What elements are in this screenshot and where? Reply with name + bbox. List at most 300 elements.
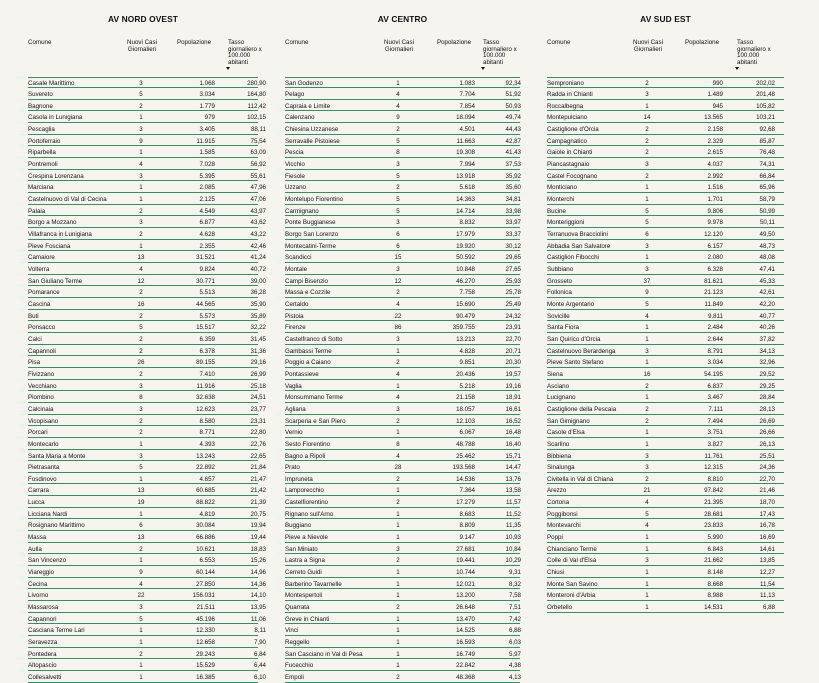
cell-popolazione: 21.662: [704, 557, 723, 565]
cell-comune: Siena: [547, 370, 563, 378]
cell-popolazione: 2.158: [707, 126, 723, 134]
cell-nuovi-casi: 4: [396, 394, 400, 402]
cell-popolazione: 23.833: [704, 522, 723, 530]
table-row: [547, 123, 784, 135]
cell-comune: Terranuova Bracciolini: [547, 231, 608, 239]
cell-nuovi-casi: 21: [643, 487, 651, 495]
cell-nuovi-casi: 2: [645, 79, 649, 87]
table-row: [285, 426, 520, 438]
cell-tasso: 103,21: [756, 114, 775, 122]
cell-nuovi-casi: 2: [139, 347, 143, 355]
cell-tasso: 16,69: [759, 534, 775, 542]
cell-comune: Empoli: [285, 673, 304, 681]
cell-nuovi-casi: 4: [396, 452, 400, 460]
cell-comune: San Vincenzo: [28, 557, 67, 565]
cell-tasso: 49,50: [759, 231, 775, 239]
cell-tasso: 56,92: [250, 161, 266, 169]
cell-comune: Montelupo Fiorentino: [285, 196, 344, 204]
cell-comune: Certaldo: [285, 300, 309, 308]
cell-tasso: 26,69: [759, 417, 775, 425]
cell-nuovi-casi: 3: [645, 557, 649, 565]
cell-popolazione: 12.021: [456, 580, 475, 588]
cell-nuovi-casi: 3: [645, 242, 649, 250]
cell-nuovi-casi: 3: [139, 79, 143, 87]
cell-tasso: 13,76: [505, 475, 521, 483]
cell-nuovi-casi: 2: [645, 405, 649, 413]
cell-popolazione: 9.978: [707, 219, 723, 227]
table-row: [547, 484, 784, 496]
cell-nuovi-casi: 1: [645, 580, 649, 588]
cell-popolazione: 1.701: [707, 196, 723, 204]
table-row: [547, 589, 784, 601]
sort-arrow-icon[interactable]: [735, 67, 739, 70]
table-row: [28, 648, 266, 660]
cell-comune: Campagnatico: [547, 137, 587, 145]
table-row: [28, 415, 266, 427]
cell-comune: Pescia: [285, 149, 304, 157]
cell-tasso: 14,10: [250, 592, 266, 600]
cell-popolazione: 3.034: [199, 91, 215, 99]
cell-popolazione: 16.593: [456, 639, 475, 646]
cell-tasso: 55,61: [250, 172, 266, 180]
table-row: [547, 508, 784, 520]
cell-comune: Collesalvetti: [28, 673, 62, 681]
table-row: [28, 135, 266, 147]
cell-popolazione: 17.979: [456, 231, 475, 239]
cell-popolazione: 6.378: [199, 347, 215, 355]
cell-comune: Cecina: [28, 580, 48, 588]
table-row: [285, 321, 520, 333]
cell-nuovi-casi: 13: [137, 487, 145, 495]
cell-comune: Castelnuovo di Val di Cecina: [28, 196, 107, 204]
cell-nuovi-casi: 1: [645, 429, 649, 437]
cell-comune: Vicopisano: [28, 417, 59, 425]
cell-popolazione: 22.892: [196, 464, 215, 472]
cell-popolazione: 88.822: [196, 499, 215, 507]
table-body: [547, 77, 784, 613]
cell-tasso: 6,44: [253, 662, 266, 670]
table-row: [547, 531, 784, 543]
cell-comune: Chiusi: [547, 569, 565, 577]
table-row: [28, 508, 266, 520]
table-row: [28, 601, 266, 613]
cell-nuovi-casi: 5: [139, 91, 143, 99]
cell-tasso: 16,61: [505, 405, 521, 413]
cell-nuovi-casi: 5: [396, 207, 400, 215]
cell-comune: Pisa: [28, 359, 41, 367]
table-row: [285, 123, 520, 135]
cell-comune: Monterchi: [547, 196, 575, 204]
cell-tasso: 76,48: [759, 149, 775, 157]
table-row: [285, 77, 520, 89]
cell-comune: Scarperia e San Piero: [285, 417, 346, 425]
cell-nuovi-casi: 3: [396, 335, 400, 343]
cell-comune: Montespertoli: [285, 592, 323, 600]
cell-comune: Poggibonsi: [547, 510, 578, 518]
cell-tasso: 7,90: [253, 639, 266, 646]
cell-tasso: 92,68: [759, 126, 775, 134]
cell-tasso: 13,85: [759, 557, 775, 565]
cell-tasso: 45,33: [759, 277, 775, 285]
cell-comune: Casale Marittimo: [28, 79, 75, 87]
header-popolazione: Popolazione: [176, 39, 212, 46]
cell-nuovi-casi: 1: [139, 627, 143, 635]
cell-nuovi-casi: 26: [137, 359, 145, 367]
table-row: [28, 438, 266, 450]
table-row: [28, 589, 266, 601]
cell-nuovi-casi: 1: [139, 114, 143, 122]
header-tasso-line: Tasso: [737, 39, 754, 46]
table-row: [547, 251, 784, 263]
cell-nuovi-casi: 4: [396, 370, 400, 378]
cell-popolazione: 8.668: [707, 580, 723, 588]
cell-comune: Montale: [285, 266, 308, 273]
table-row: [285, 496, 520, 508]
cell-tasso: 21,46: [759, 487, 775, 495]
table-row: [28, 519, 266, 531]
cell-nuovi-casi: 1: [645, 534, 649, 542]
cell-tasso: 22,70: [505, 335, 521, 343]
table-row: [547, 380, 784, 392]
cell-popolazione: 7.028: [199, 161, 215, 169]
cell-popolazione: 18.057: [456, 405, 475, 413]
cell-comune: Monteriggioni: [547, 219, 585, 227]
cell-nuovi-casi: 6: [396, 231, 400, 239]
cell-popolazione: 97.842: [704, 487, 723, 495]
table-row: [547, 146, 784, 158]
cell-popolazione: 1.585: [199, 149, 215, 157]
cell-nuovi-casi: 1: [396, 569, 400, 577]
cell-tasso: 16,78: [759, 522, 775, 530]
table-row: [28, 88, 266, 100]
cell-nuovi-casi: 2: [396, 604, 400, 612]
cell-comune: Radda in Chianti: [547, 91, 593, 99]
table-row: [285, 333, 520, 345]
table-row: [285, 601, 520, 613]
table-row: [547, 345, 784, 357]
table-row: [285, 251, 520, 263]
table-row: [28, 380, 266, 392]
cell-popolazione: 8.809: [459, 522, 475, 530]
cell-popolazione: 3.405: [199, 126, 215, 134]
cell-tasso: 22,70: [759, 475, 775, 483]
cell-popolazione: 14.525: [456, 627, 475, 635]
cell-tasso: 11,35: [505, 522, 521, 530]
cell-nuovi-casi: 14: [643, 114, 651, 122]
cell-comune: Rosignano Marittimo: [28, 522, 85, 530]
header-tasso: [483, 40, 525, 66]
cell-comune: Monticiano: [547, 184, 577, 192]
cell-comune: San Miniato: [285, 545, 318, 553]
cell-nuovi-casi: 3: [139, 452, 143, 460]
cell-tasso: 19,94: [250, 522, 266, 530]
cell-popolazione: 9.824: [199, 266, 215, 273]
cell-nuovi-casi: 5: [139, 324, 143, 332]
cell-popolazione: 10.848: [456, 266, 475, 273]
table-row: [547, 333, 784, 345]
cell-tasso: 7,58: [508, 592, 521, 600]
cell-tasso: 32,96: [759, 359, 775, 367]
cell-tasso: 66,84: [759, 172, 775, 180]
cell-tasso: 18,70: [759, 499, 775, 507]
cell-comune: Santa Fiora: [547, 324, 579, 332]
cell-nuovi-casi: 1: [645, 440, 649, 448]
table-row: [285, 146, 520, 158]
cell-comune: Castiglione d'Orcia: [547, 126, 599, 134]
header-nuovi-line: Nuovi Casi: [127, 39, 157, 46]
cell-popolazione: 13.200: [456, 592, 475, 600]
cell-comune: Calcinaia: [28, 405, 54, 413]
cell-tasso: 202,02: [756, 79, 775, 87]
cell-nuovi-casi: 3: [645, 266, 649, 273]
cell-nuovi-casi: 5: [645, 207, 649, 215]
cell-nuovi-casi: 2: [396, 359, 400, 367]
cell-nuovi-casi: 15: [394, 254, 402, 262]
table-row: [285, 263, 520, 275]
cell-nuovi-casi: 1: [396, 650, 400, 658]
cell-tasso: 14,36: [250, 580, 266, 588]
table-row: [28, 216, 266, 228]
cell-nuovi-casi: 37: [643, 277, 651, 285]
table-row: [28, 205, 266, 217]
cell-comune: Pietrasanta: [28, 464, 60, 472]
cell-comune: Fucecchio: [285, 662, 314, 670]
table-row: [285, 228, 520, 240]
cell-tasso: 44,43: [505, 126, 521, 134]
cell-comune: Monte Argentario: [547, 300, 595, 308]
table-row: [547, 543, 784, 555]
cell-comune: Chianciano Terme: [547, 545, 597, 553]
cell-tasso: 25,93: [505, 277, 521, 285]
cell-nuovi-casi: 9: [645, 289, 649, 297]
cell-popolazione: 990: [712, 79, 723, 87]
cell-popolazione: 22.842: [456, 662, 475, 670]
table-row: [547, 356, 784, 368]
cell-comune: Bagnone: [28, 102, 53, 110]
cell-tasso: 14,96: [250, 569, 266, 577]
table-row: [285, 624, 520, 636]
cell-popolazione: 12.623: [196, 405, 215, 413]
cell-popolazione: 193.568: [452, 464, 475, 472]
cell-nuovi-casi: 1: [645, 394, 649, 402]
table-row: [28, 671, 266, 683]
cell-comune: Arezzo: [547, 487, 567, 495]
table-row: [28, 275, 266, 287]
cell-comune: Massa e Cozzile: [285, 289, 331, 297]
cell-comune: Rignano sull'Arno: [285, 510, 334, 518]
cell-popolazione: 89.155: [196, 359, 215, 367]
table-row: [285, 193, 520, 205]
cell-nuovi-casi: 5: [139, 464, 143, 472]
cell-nuovi-casi: 2: [139, 102, 143, 110]
cell-comune: Ponte Buggianese: [285, 219, 336, 227]
table-row: [285, 298, 520, 310]
cell-popolazione: 14.363: [456, 196, 475, 204]
cell-tasso: 9,31: [508, 569, 521, 577]
cell-comune: Greve in Chianti: [285, 615, 330, 623]
table-row: [285, 216, 520, 228]
cell-popolazione: 16.385: [196, 673, 215, 681]
table-row: [28, 578, 266, 590]
cell-tasso: 29,52: [759, 370, 775, 378]
table-row: [547, 158, 784, 170]
cell-tasso: 10,29: [505, 557, 521, 565]
table-row: [28, 450, 266, 462]
cell-nuovi-casi: 1: [645, 102, 649, 110]
cell-tasso: 15,26: [250, 557, 266, 565]
cell-tasso: 21,42: [250, 487, 266, 495]
table-row: [285, 380, 520, 392]
cell-nuovi-casi: 8: [396, 149, 400, 157]
cell-nuovi-casi: 6: [396, 242, 400, 250]
cell-tasso: 20,30: [505, 359, 521, 367]
table-row: [547, 578, 784, 590]
cell-tasso: 92,34: [505, 79, 521, 87]
cell-popolazione: 6.328: [707, 266, 723, 273]
header-comune: Comune: [28, 39, 52, 46]
cell-popolazione: 17.279: [456, 499, 475, 507]
cell-popolazione: 60.685: [196, 487, 215, 495]
cell-nuovi-casi: 2: [645, 475, 649, 483]
table-row: [547, 450, 784, 462]
cell-comune: Bucine: [547, 207, 566, 215]
table-row: [285, 368, 520, 380]
table-row: [547, 310, 784, 322]
cell-popolazione: 9.811: [707, 312, 723, 320]
cell-comune: Pontremoli: [28, 161, 58, 169]
cell-tasso: 35,92: [505, 172, 521, 180]
cell-nuovi-casi: 2: [396, 289, 400, 297]
cell-tasso: 26,99: [250, 370, 266, 378]
cell-comune: Pomarance: [28, 289, 60, 297]
table-row: [547, 496, 784, 508]
cell-nuovi-casi: 6: [645, 231, 649, 239]
cell-comune: San Godenzo: [285, 79, 323, 87]
cell-comune: Porcari: [28, 429, 48, 437]
cell-tasso: 29,65: [505, 254, 521, 262]
cell-comune: Orbetello: [547, 604, 573, 612]
cell-popolazione: 26.648: [456, 604, 475, 612]
cell-popolazione: 7.994: [459, 161, 475, 169]
cell-nuovi-casi: 8: [396, 440, 400, 448]
cell-comune: Asciano: [547, 382, 570, 390]
table-row: [28, 566, 266, 578]
cell-tasso: 24,36: [759, 464, 775, 472]
cell-nuovi-casi: 1: [645, 335, 649, 343]
cell-nuovi-casi: 3: [396, 219, 400, 227]
cell-popolazione: 8.832: [459, 219, 475, 227]
cell-tasso: 11,06: [250, 615, 266, 623]
cell-comune: Cerreto Guidi: [285, 569, 322, 577]
table-row: [28, 461, 266, 473]
cell-comune: Villafranca in Lunigiana: [28, 231, 92, 239]
cell-popolazione: 14.531: [704, 604, 723, 612]
header-nuovi-line: Giornalieri: [384, 45, 414, 53]
table-row: [28, 473, 266, 485]
cell-tasso: 11,54: [759, 580, 775, 588]
cell-tasso: 39,00: [250, 277, 266, 285]
cell-popolazione: 4.819: [199, 510, 215, 518]
cell-nuovi-casi: 1: [396, 662, 400, 670]
table-row: [28, 321, 266, 333]
cell-nuovi-casi: 1: [396, 347, 400, 355]
sort-arrow-icon[interactable]: [481, 67, 485, 70]
cell-nuovi-casi: 1: [396, 429, 400, 437]
cell-popolazione: 10.621: [196, 545, 215, 553]
table-row: [28, 484, 266, 496]
cell-popolazione: 20.436: [456, 370, 475, 378]
cell-nuovi-casi: 1: [396, 592, 400, 600]
cell-tasso: 5,97: [508, 650, 521, 658]
header-nuovi-casi: [382, 40, 416, 53]
table-body: [28, 77, 266, 683]
cell-popolazione: 1.489: [707, 91, 723, 99]
cell-comune: Montevarchi: [547, 522, 581, 530]
cell-tasso: 47,41: [759, 266, 775, 273]
cell-tasso: 34,81: [505, 196, 521, 204]
table-row: [547, 438, 784, 450]
cell-nuovi-casi: 2: [645, 382, 649, 390]
cell-popolazione: 3.034: [707, 359, 723, 367]
table-row: [28, 228, 266, 240]
cell-popolazione: 945: [712, 102, 723, 110]
cell-popolazione: 10.744: [456, 569, 475, 577]
cell-tasso: 164,80: [247, 91, 266, 99]
table-row: [547, 415, 784, 427]
cell-popolazione: 13.243: [196, 452, 215, 460]
cell-nuovi-casi: 3: [139, 604, 143, 612]
cell-popolazione: 2.355: [199, 242, 215, 250]
cell-nuovi-casi: 2: [139, 650, 143, 658]
table-row: [547, 519, 784, 531]
cell-nuovi-casi: 5: [645, 510, 649, 518]
table-row: [547, 228, 784, 240]
cell-comune: Monte San Savino: [547, 580, 598, 588]
cell-popolazione: 13.470: [456, 615, 475, 623]
table-row: [28, 613, 266, 625]
cell-nuovi-casi: 12: [394, 277, 402, 285]
cell-tasso: 13,58: [505, 487, 521, 495]
cell-tasso: 11,57: [505, 499, 521, 507]
cell-comune: Lucignano: [547, 394, 576, 402]
table-row: [285, 613, 520, 625]
region-section: [28, 0, 266, 681]
table-row: [285, 531, 520, 543]
cell-tasso: 28,13: [759, 405, 775, 413]
table-row: [285, 438, 520, 450]
cell-popolazione: 12.103: [456, 417, 475, 425]
cell-nuovi-casi: 3: [396, 266, 400, 273]
cell-comune: Poggio a Caiano: [285, 359, 331, 367]
cell-popolazione: 5.513: [199, 289, 215, 297]
cell-nuovi-casi: 1: [396, 615, 400, 623]
cell-comune: Monteroni d'Arbia: [547, 592, 596, 600]
cell-popolazione: 13.565: [704, 114, 723, 122]
cell-popolazione: 15.517: [196, 324, 215, 332]
cell-popolazione: 12.658: [196, 639, 215, 646]
cell-popolazione: 2.125: [199, 196, 215, 204]
cell-nuovi-casi: 3: [139, 172, 143, 180]
cell-popolazione: 28.681: [704, 510, 723, 518]
cell-tasso: 25,78: [505, 289, 521, 297]
cell-nuovi-casi: 1: [645, 184, 649, 192]
cell-comune: Sovicille: [547, 312, 570, 320]
sort-arrow-icon[interactable]: [226, 67, 230, 70]
table-row: [547, 391, 784, 403]
cell-tasso: 105,82: [756, 102, 775, 110]
cell-comune: Campi Bisenzio: [285, 277, 328, 285]
cell-tasso: 11,13: [759, 592, 775, 600]
